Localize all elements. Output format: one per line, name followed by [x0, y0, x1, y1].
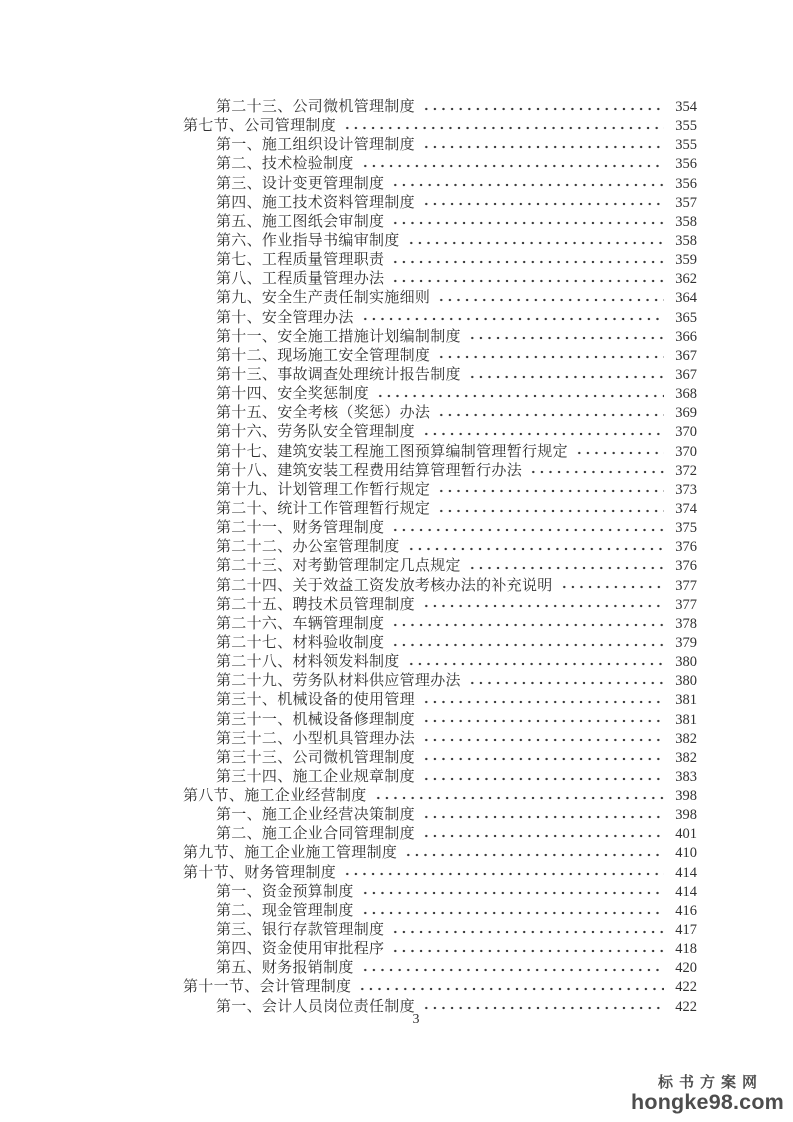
dot-leader — [422, 777, 664, 781]
dot-leader — [422, 738, 664, 742]
dot-leader — [407, 662, 664, 666]
toc-entry-page: 383 — [675, 768, 697, 785]
toc-entry-page: 370 — [675, 424, 697, 441]
toc-entry — [183, 765, 697, 784]
toc-entry — [183, 803, 697, 822]
toc-entry-title: 第十一节、会计管理制度 — [183, 979, 352, 996]
dot-leader — [529, 470, 664, 474]
toc-entry — [183, 497, 697, 516]
toc-entry-title: 第五、财务报销制度 — [216, 960, 354, 977]
toc-entry-page: 375 — [675, 520, 697, 537]
toc-entry — [183, 133, 697, 152]
dot-leader — [361, 911, 664, 915]
toc-entry — [183, 516, 697, 535]
dot-leader — [391, 930, 664, 934]
toc-entry-title: 第二十一、财务管理制度 — [216, 520, 385, 537]
toc-entry-page: 356 — [675, 156, 697, 173]
toc-entry-title: 第九、安全生产责任制实施细则 — [216, 290, 431, 307]
toc-entry — [183, 669, 697, 688]
toc-entry-title: 第二、现金管理制度 — [216, 902, 354, 919]
toc-entry — [183, 841, 697, 860]
watermark-site-name: 标书方案网 — [658, 1073, 764, 1091]
toc-entry — [183, 861, 697, 880]
toc-entry-title: 第七节、公司管理制度 — [183, 118, 337, 135]
dot-leader — [560, 585, 664, 589]
toc-entry — [183, 401, 697, 420]
toc-entry-title: 第四、资金使用审批程序 — [216, 941, 385, 958]
toc-entry-title: 第十八、建筑安装工程费用结算管理暂行办法 — [216, 462, 523, 479]
dot-leader — [391, 623, 664, 627]
toc-entry-title: 第十、安全管理办法 — [216, 309, 354, 326]
toc-entry-page: 376 — [675, 558, 697, 575]
toc-entry — [183, 363, 697, 382]
toc-entry-title: 第一、会计人员岗位责任制度 — [216, 998, 415, 1015]
toc-entry-page: 372 — [675, 462, 697, 479]
toc-entry-page: 414 — [675, 864, 697, 881]
toc-entry-title: 第三十二、小型机具管理办法 — [216, 730, 415, 747]
toc-entry-page: 418 — [675, 941, 697, 958]
toc-entry-title: 第十七、建筑安装工程施工图预算编制管理暂行规定 — [216, 443, 568, 460]
toc-entry-title: 第十六、劳务队安全管理制度 — [216, 424, 415, 441]
watermark — [631, 1075, 784, 1114]
toc-entry-title: 第四、施工技术资料管理制度 — [216, 194, 415, 211]
toc-entry — [183, 880, 697, 899]
dot-leader — [468, 375, 664, 379]
dot-leader — [407, 547, 664, 551]
dot-leader — [391, 949, 664, 953]
toc-entry — [183, 172, 697, 191]
dot-leader — [361, 317, 664, 321]
toc-entry-title: 第三十、机械设备的使用管理 — [216, 692, 415, 709]
dot-leader — [468, 566, 664, 570]
toc-entry-title: 第九节、施工企业施工管理制度 — [183, 845, 398, 862]
toc-entry — [183, 420, 697, 439]
toc-entry-title: 第三、设计变更管理制度 — [216, 175, 385, 192]
toc-entry-page: 381 — [675, 711, 697, 728]
toc-entry-page: 401 — [675, 826, 697, 843]
page-number: 3 — [412, 1012, 420, 1027]
toc-entry-page: 359 — [675, 252, 697, 269]
dot-leader — [391, 260, 664, 264]
toc-entry — [183, 956, 697, 975]
watermark-site-url: hongke98.com — [631, 1089, 784, 1114]
dot-leader — [437, 355, 664, 359]
dot-leader — [422, 700, 664, 704]
toc-entry-page: 410 — [675, 845, 697, 862]
toc-entry — [183, 535, 697, 554]
dot-leader — [422, 202, 664, 206]
toc-entry-page: 416 — [675, 902, 697, 919]
toc-entry — [183, 918, 697, 937]
toc-entry-page: 422 — [675, 979, 697, 996]
toc-entry-title: 第二十四、关于效益工资发放考核办法的补充说明 — [216, 577, 553, 594]
toc-entry-title: 第二十九、劳务队材料供应管理办法 — [216, 673, 461, 690]
toc-entry-title: 第二十七、材料验收制度 — [216, 634, 385, 651]
dot-leader — [391, 643, 664, 647]
toc-entry-page: 422 — [675, 998, 697, 1015]
dot-leader — [422, 432, 664, 436]
dot-leader — [391, 221, 664, 225]
dot-leader — [468, 336, 664, 340]
toc-entry — [183, 822, 697, 841]
toc-entry-title: 第二、施工企业合同管理制度 — [216, 826, 415, 843]
toc-entry-page: 420 — [675, 960, 697, 977]
toc-entry-page: 379 — [675, 634, 697, 651]
dot-leader — [437, 489, 664, 493]
toc-entry-page: 367 — [675, 366, 697, 383]
toc-entry — [183, 306, 697, 325]
toc-entry-page: 376 — [675, 539, 697, 556]
toc-entry-page: 370 — [675, 443, 697, 460]
toc-entry-title: 第二、技术检验制度 — [216, 156, 354, 173]
toc-list — [183, 95, 697, 1014]
dot-leader — [422, 757, 664, 761]
toc-entry — [183, 267, 697, 286]
toc-entry — [183, 899, 697, 918]
toc-entry-title: 第十五、安全考核（奖惩）办法 — [216, 405, 431, 422]
toc-entry-page: 357 — [675, 194, 697, 211]
toc-entry — [183, 727, 697, 746]
toc-entry-title: 第十三、事故调查处理统计报告制度 — [216, 366, 461, 383]
toc-entry-title: 第十四、安全奖惩制度 — [216, 386, 370, 403]
toc-entry-title: 第二十二、办公室管理制度 — [216, 539, 400, 556]
toc-entry-page: 356 — [675, 175, 697, 192]
toc-entry — [183, 191, 697, 210]
dot-leader — [391, 183, 664, 187]
dot-leader — [422, 145, 664, 149]
toc-entry-page: 373 — [675, 481, 697, 498]
dot-leader — [422, 815, 664, 819]
toc-entry-page: 365 — [675, 309, 697, 326]
toc-entry — [183, 344, 697, 363]
toc-entry-title: 第八节、施工企业经营制度 — [183, 788, 367, 805]
dot-leader — [374, 796, 664, 800]
toc-entry-page: 377 — [675, 577, 697, 594]
toc-entry-page: 355 — [675, 118, 697, 135]
dot-leader — [343, 126, 664, 130]
dot-leader — [358, 987, 664, 991]
toc-entry-title: 第三、银行存款管理制度 — [216, 922, 385, 939]
toc-entry — [183, 995, 697, 1014]
toc-entry-page: 367 — [675, 347, 697, 364]
toc-entry — [183, 325, 697, 344]
dot-leader — [575, 451, 664, 455]
dot-leader — [361, 891, 664, 895]
dot-leader — [422, 1006, 664, 1010]
toc-entry-page: 355 — [675, 137, 697, 154]
dot-leader — [437, 413, 664, 417]
toc-entry-page: 354 — [675, 99, 697, 115]
toc-entry — [183, 593, 697, 612]
toc-entry-page: 369 — [675, 405, 697, 422]
toc-entry — [183, 746, 697, 765]
dot-leader — [343, 872, 664, 876]
toc-entry — [183, 631, 697, 650]
dot-leader — [376, 394, 664, 398]
toc-entry-title: 第一、资金预算制度 — [216, 883, 354, 900]
toc-entry-title: 第二十八、材料领发料制度 — [216, 654, 400, 671]
toc-entry-page: 380 — [675, 654, 697, 671]
toc-entry — [183, 210, 697, 229]
toc-entry-title: 第一、施工企业经营决策制度 — [216, 807, 415, 824]
toc-entry-title: 第一、施工组织设计管理制度 — [216, 137, 415, 154]
toc-entry-title: 第二十三、对考勤管理制定几点规定 — [216, 558, 461, 575]
toc-entry — [183, 784, 697, 803]
dot-leader — [391, 279, 664, 283]
toc-entry-title: 第六、作业指导书编审制度 — [216, 232, 400, 249]
toc-entry-page: 380 — [675, 673, 697, 690]
toc-entry-page: 378 — [675, 615, 697, 632]
toc-entry-title: 第二十三、公司微机管理制度 — [216, 99, 415, 115]
toc-entry — [183, 650, 697, 669]
dot-leader — [468, 681, 664, 685]
toc-entry-title: 第七、工程质量管理职责 — [216, 252, 385, 269]
dot-leader — [361, 164, 664, 168]
toc-entry — [183, 612, 697, 631]
toc-entry-page: 366 — [675, 328, 697, 345]
toc-entry-page: 382 — [675, 730, 697, 747]
toc-entry-page: 382 — [675, 749, 697, 766]
toc-entry-title: 第二十六、车辆管理制度 — [216, 615, 385, 632]
toc-entry — [183, 975, 697, 994]
dot-leader — [422, 834, 664, 838]
toc-entry — [183, 478, 697, 497]
toc-entry — [183, 114, 697, 133]
dot-leader — [361, 968, 664, 972]
dot-leader — [404, 853, 664, 857]
toc-entry-page: 358 — [675, 232, 697, 249]
toc-entry-page: 398 — [675, 788, 697, 805]
toc-entry — [183, 152, 697, 171]
toc-entry-page: 368 — [675, 386, 697, 403]
toc-entry-title: 第十一、安全施工措施计划编制制度 — [216, 328, 461, 345]
toc-entry-page: 414 — [675, 883, 697, 900]
toc-entry — [183, 688, 697, 707]
toc-entry-title: 第十二、现场施工安全管理制度 — [216, 347, 431, 364]
toc-entry-title: 第五、施工图纸会审制度 — [216, 213, 385, 230]
dot-leader — [422, 604, 664, 608]
toc-entry — [183, 248, 697, 267]
toc-entry-title: 第三十一、机械设备修理制度 — [216, 711, 415, 728]
toc-entry-title: 第二十、统计工作管理暂行规定 — [216, 500, 431, 517]
toc-entry — [183, 229, 697, 248]
toc-entry-page: 377 — [675, 596, 697, 613]
dot-leader — [422, 719, 664, 723]
dot-leader — [437, 509, 664, 513]
dot-leader — [391, 528, 664, 532]
toc-entry — [183, 286, 697, 305]
toc-entry-page: 381 — [675, 692, 697, 709]
toc-entry-page: 374 — [675, 500, 697, 517]
toc-entry-page: 398 — [675, 807, 697, 824]
dot-leader — [407, 241, 664, 245]
toc-entry-page: 362 — [675, 271, 697, 288]
toc-entry-title: 第三十三、公司微机管理制度 — [216, 749, 415, 766]
toc-entry-page: 417 — [675, 922, 697, 939]
toc-entry-title: 第十九、计划管理工作暂行规定 — [216, 481, 431, 498]
dot-leader — [422, 107, 664, 111]
toc-entry — [183, 554, 697, 573]
toc-entry — [183, 708, 697, 727]
toc-entry — [183, 382, 697, 401]
toc-entry-title: 第十节、财务管理制度 — [183, 864, 337, 881]
dot-leader — [437, 298, 664, 302]
toc-entry — [183, 574, 697, 593]
toc-entry-title: 第八、工程质量管理办法 — [216, 271, 385, 288]
toc-entry-title: 第三十四、施工企业规章制度 — [216, 768, 415, 785]
toc-entry — [183, 459, 697, 478]
toc-entry-page: 364 — [675, 290, 697, 307]
toc-entry-page: 358 — [675, 213, 697, 230]
toc-entry — [183, 440, 697, 459]
toc-entry — [183, 95, 697, 114]
toc-entry — [183, 937, 697, 956]
toc-entry-title: 第二十五、聘技术员管理制度 — [216, 596, 415, 613]
